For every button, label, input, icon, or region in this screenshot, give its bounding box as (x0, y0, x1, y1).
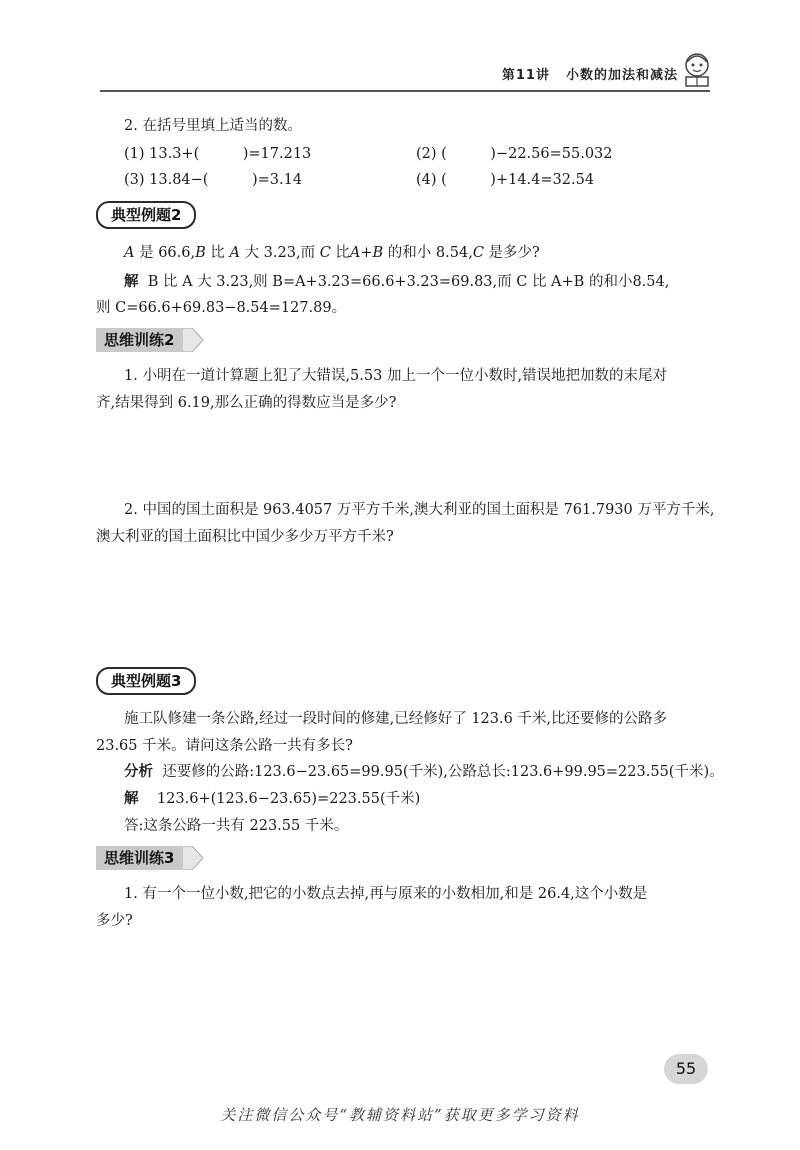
example2-solution-line2: 则 C=66.6+69.83−8.54=127.89。 (96, 300, 347, 316)
training2-q1-line2: 齐,结果得到 6.19,那么正确的得数应当是多少? (96, 395, 397, 411)
training3-label: 思维训练3 (96, 846, 182, 870)
example3-question-line2: 23.65 千米。请问这条公路一共有多长? (96, 738, 353, 754)
training3-q1-line2: 多少? (96, 913, 133, 929)
fill-item-1: (1) 13.3+( )=17.213 (124, 146, 312, 162)
training3-banner (96, 846, 204, 870)
training3-q1-line1: 1. 有一个一位小数,把它的小数点去掉,再与原来的小数相加,和是 26.4,这个小数是 (124, 886, 648, 902)
analysis-label: 分析 (124, 764, 153, 780)
arrow-icon (182, 328, 204, 352)
example3-answer: 答:这条公路一共有 223.55 千米。 (124, 818, 349, 834)
page-number: 55 (664, 1054, 708, 1084)
example3-analysis: 分析 还要修的公路:123.6−23.65=99.95(千米),公路总长:123.6+99.95=223.55(千米)。 (124, 764, 724, 780)
training2-q2-line2: 澳大利亚的国土面积比中国少多少万平方千米? (96, 529, 394, 545)
running-header (502, 64, 678, 83)
fill-section-title: 2. 在括号里填上适当的数。 (124, 118, 302, 134)
arrow-icon (182, 846, 204, 870)
training2-banner (96, 328, 204, 352)
footer-note: 关注微信公众号“教辅资料站”获取更多学习资料 (220, 1106, 580, 1124)
solution-label: 解 (124, 274, 139, 290)
fill-item-2: (2) ( )−22.56=55.032 (416, 146, 613, 162)
lecture-number: 第11讲 (501, 68, 550, 83)
example2-solution-line1: 解 B 比 A 大 3.23,则 B=A+3.23=66.6+3.23=69.83,而 C 比 A+B 的和小8.54, (124, 274, 670, 290)
example3-question-line1: 施工队修建一条公路,经过一段时间的修建,已经修好了 123.6 千米,比还要修的公路多 (124, 711, 668, 727)
mascot-icon (678, 50, 716, 88)
fill-item-4: (4) ( )+14.4=32.54 (416, 172, 595, 188)
example2-badge: 典型例题2 (96, 201, 196, 229)
lecture-topic: 小数的加法和减法 (565, 68, 678, 83)
example3-solution: 解 123.6+(123.6−23.65)=223.55(千米) (124, 791, 421, 807)
fill-item-3: (3) 13.84−( )=3.14 (124, 172, 303, 188)
training2-q1-line1: 1. 小明在一道计算题上犯了大错误,5.53 加上一个一位小数时,错误地把加数的末尾对 (124, 368, 668, 384)
solution-label: 解 (124, 791, 139, 807)
example2-question: A 是 66.6,B 比 A 大 3.23,而 C 比A+B 的和小 8.54,C 是多少? (124, 245, 540, 261)
training2-label: 思维训练2 (96, 328, 182, 352)
header-rule (100, 90, 710, 92)
training2-q2-line1: 2. 中国的国土面积是 963.4057 万平方千米,澳大利亚的国土面积是 761.7930 万平方千米, (124, 502, 715, 518)
example3-badge: 典型例题3 (96, 667, 196, 695)
